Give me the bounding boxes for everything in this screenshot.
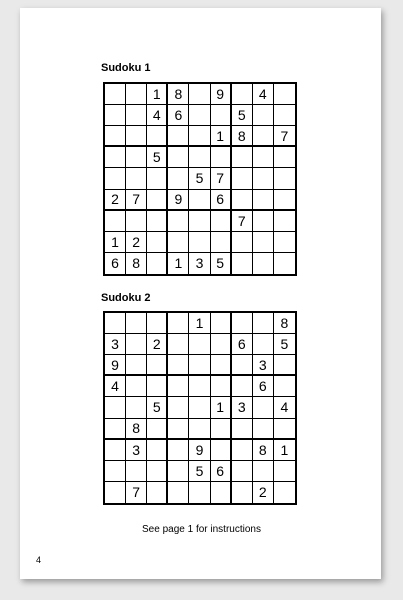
sudoku-cell: 2 xyxy=(253,482,274,503)
sudoku-cell xyxy=(147,482,168,503)
sudoku-cell xyxy=(126,126,147,147)
sudoku-cell xyxy=(126,334,147,355)
sudoku-cell xyxy=(274,419,295,440)
sudoku-cell: 7 xyxy=(211,168,232,189)
sudoku-cell xyxy=(232,355,253,376)
sudoku-cell xyxy=(189,419,210,440)
sudoku-cell xyxy=(126,355,147,376)
sudoku-cell: 5 xyxy=(147,397,168,418)
sudoku-cell xyxy=(147,461,168,482)
sudoku-cell xyxy=(211,419,232,440)
sudoku-cell: 9 xyxy=(211,84,232,105)
sudoku-cell xyxy=(232,419,253,440)
sudoku-cell: 5 xyxy=(232,105,253,126)
puzzle-title-2: Sudoku 2 xyxy=(101,292,151,304)
sudoku-cell: 8 xyxy=(126,253,147,274)
sudoku-cell xyxy=(232,482,253,503)
sudoku-cell: 8 xyxy=(253,440,274,461)
sudoku-cell xyxy=(168,461,189,482)
sudoku-cell xyxy=(105,105,126,126)
sudoku-cell xyxy=(105,84,126,105)
sudoku-cell xyxy=(211,147,232,168)
sudoku-cell xyxy=(253,211,274,232)
sudoku-cell xyxy=(147,211,168,232)
page-number: 4 xyxy=(36,555,42,565)
sudoku-cell xyxy=(147,313,168,334)
sudoku-cell: 8 xyxy=(168,84,189,105)
sudoku-cell xyxy=(253,105,274,126)
sudoku-cell xyxy=(274,190,295,211)
sudoku-cell xyxy=(189,397,210,418)
sudoku-cell xyxy=(274,105,295,126)
sudoku-cell xyxy=(105,147,126,168)
sudoku-cell xyxy=(211,376,232,397)
sudoku-cell: 3 xyxy=(105,334,126,355)
sudoku-cell xyxy=(147,126,168,147)
sudoku-cell xyxy=(168,397,189,418)
sudoku-cell xyxy=(189,334,210,355)
sudoku-cell xyxy=(232,147,253,168)
sudoku-cell xyxy=(147,232,168,253)
instructions-note: See page 1 for instructions xyxy=(142,524,261,535)
sudoku-grid-1 xyxy=(103,82,297,276)
sudoku-cell: 5 xyxy=(189,168,210,189)
sudoku-cell xyxy=(211,232,232,253)
sudoku-cell xyxy=(105,168,126,189)
sudoku-cell: 9 xyxy=(168,190,189,211)
sudoku-cell xyxy=(105,313,126,334)
sudoku-cell: 5 xyxy=(189,461,210,482)
sudoku-cell: 9 xyxy=(105,355,126,376)
sudoku-cell xyxy=(232,168,253,189)
sudoku-cell xyxy=(105,126,126,147)
sudoku-cell: 5 xyxy=(147,147,168,168)
sudoku-cell xyxy=(168,168,189,189)
sudoku-cell xyxy=(232,84,253,105)
sudoku-cell xyxy=(232,313,253,334)
sudoku-cell: 1 xyxy=(189,313,210,334)
sudoku-cell xyxy=(168,419,189,440)
sudoku-cell xyxy=(147,440,168,461)
sudoku-cell xyxy=(253,147,274,168)
sudoku-cell: 4 xyxy=(105,376,126,397)
sudoku-cell xyxy=(126,313,147,334)
sudoku-cell: 6 xyxy=(211,461,232,482)
sudoku-cell xyxy=(168,211,189,232)
sudoku-cell xyxy=(189,482,210,503)
sudoku-cell xyxy=(168,126,189,147)
sudoku-cell xyxy=(274,147,295,168)
sudoku-cell xyxy=(105,397,126,418)
sudoku-cell: 5 xyxy=(274,334,295,355)
sudoku-cell: 8 xyxy=(126,419,147,440)
sudoku-cell xyxy=(274,253,295,274)
sudoku-cell xyxy=(232,461,253,482)
sudoku-cell: 2 xyxy=(105,190,126,211)
sudoku-cell xyxy=(168,440,189,461)
sudoku-cell xyxy=(189,190,210,211)
sudoku-cell xyxy=(168,334,189,355)
sudoku-cell xyxy=(274,232,295,253)
sudoku-cell xyxy=(253,253,274,274)
puzzle-title-1: Sudoku 1 xyxy=(101,62,151,74)
sudoku-cell: 1 xyxy=(211,397,232,418)
sudoku-cell: 4 xyxy=(274,397,295,418)
sudoku-cell xyxy=(189,147,210,168)
sudoku-cell xyxy=(274,168,295,189)
sudoku-cell xyxy=(189,105,210,126)
sudoku-cell: 1 xyxy=(147,84,168,105)
sudoku-grid-2 xyxy=(103,311,297,505)
sudoku-cell xyxy=(105,419,126,440)
sudoku-cell xyxy=(126,461,147,482)
sudoku-cell: 3 xyxy=(232,397,253,418)
sudoku-cell xyxy=(274,355,295,376)
sudoku-cell xyxy=(253,419,274,440)
sudoku-cell xyxy=(126,84,147,105)
sudoku-cell xyxy=(168,355,189,376)
sudoku-cell xyxy=(232,190,253,211)
sudoku-cell xyxy=(147,253,168,274)
sudoku-cell: 6 xyxy=(105,253,126,274)
sudoku-cell: 7 xyxy=(126,482,147,503)
sudoku-cell xyxy=(274,461,295,482)
sudoku-cell xyxy=(253,461,274,482)
sudoku-cell xyxy=(232,232,253,253)
sudoku-cell: 7 xyxy=(232,211,253,232)
sudoku-cell xyxy=(105,461,126,482)
sudoku-cell: 7 xyxy=(126,190,147,211)
sudoku-cell xyxy=(168,313,189,334)
sudoku-cell xyxy=(211,440,232,461)
sudoku-cell: 6 xyxy=(253,376,274,397)
sudoku-cell: 5 xyxy=(211,253,232,274)
sudoku-cell xyxy=(232,440,253,461)
sudoku-cell xyxy=(189,355,210,376)
sudoku-cell xyxy=(126,376,147,397)
sudoku-cell xyxy=(253,126,274,147)
sudoku-cell xyxy=(168,232,189,253)
sudoku-cell xyxy=(253,397,274,418)
sudoku-cell: 6 xyxy=(232,334,253,355)
sudoku-cell xyxy=(274,211,295,232)
sudoku-cell: 7 xyxy=(274,126,295,147)
sudoku-cell xyxy=(105,440,126,461)
sudoku-cell: 6 xyxy=(168,105,189,126)
sudoku-cell xyxy=(168,147,189,168)
sudoku-cell xyxy=(253,190,274,211)
sudoku-cell xyxy=(211,355,232,376)
sudoku-cell: 3 xyxy=(253,355,274,376)
sudoku-cell: 3 xyxy=(189,253,210,274)
sudoku-cell xyxy=(189,376,210,397)
sudoku-cell xyxy=(105,211,126,232)
sudoku-cell xyxy=(147,376,168,397)
sudoku-cell: 8 xyxy=(274,313,295,334)
sudoku-cell xyxy=(189,84,210,105)
sudoku-cell xyxy=(211,211,232,232)
sudoku-cell: 1 xyxy=(105,232,126,253)
sudoku-cell xyxy=(232,253,253,274)
sudoku-cell xyxy=(126,168,147,189)
sudoku-cell xyxy=(147,190,168,211)
sudoku-cell xyxy=(253,313,274,334)
sudoku-cell: 2 xyxy=(147,334,168,355)
sudoku-cell xyxy=(253,232,274,253)
sudoku-cell xyxy=(147,168,168,189)
sudoku-cell xyxy=(105,482,126,503)
sudoku-cell: 1 xyxy=(168,253,189,274)
sudoku-cell xyxy=(253,168,274,189)
sudoku-cell xyxy=(274,376,295,397)
sudoku-cell: 6 xyxy=(211,190,232,211)
sudoku-cell xyxy=(168,376,189,397)
sudoku-cell xyxy=(211,482,232,503)
sudoku-cell xyxy=(211,313,232,334)
sudoku-cell xyxy=(232,376,253,397)
sudoku-cell xyxy=(189,211,210,232)
sudoku-cell xyxy=(126,397,147,418)
sudoku-cell xyxy=(253,334,274,355)
sudoku-cell: 2 xyxy=(126,232,147,253)
sudoku-cell: 4 xyxy=(253,84,274,105)
sudoku-cell xyxy=(147,355,168,376)
sudoku-cell: 8 xyxy=(232,126,253,147)
sudoku-cell xyxy=(126,211,147,232)
sudoku-cell xyxy=(126,147,147,168)
sudoku-cell: 3 xyxy=(126,440,147,461)
sudoku-cell xyxy=(147,419,168,440)
sudoku-cell: 1 xyxy=(274,440,295,461)
sudoku-cell xyxy=(126,105,147,126)
sudoku-cell xyxy=(211,334,232,355)
sudoku-cell xyxy=(189,126,210,147)
sudoku-cell xyxy=(168,482,189,503)
sudoku-cell xyxy=(211,105,232,126)
sudoku-cell xyxy=(274,482,295,503)
sudoku-cell xyxy=(189,232,210,253)
sudoku-cell: 1 xyxy=(211,126,232,147)
sudoku-cell: 4 xyxy=(147,105,168,126)
sudoku-cell: 9 xyxy=(189,440,210,461)
sudoku-cell xyxy=(274,84,295,105)
